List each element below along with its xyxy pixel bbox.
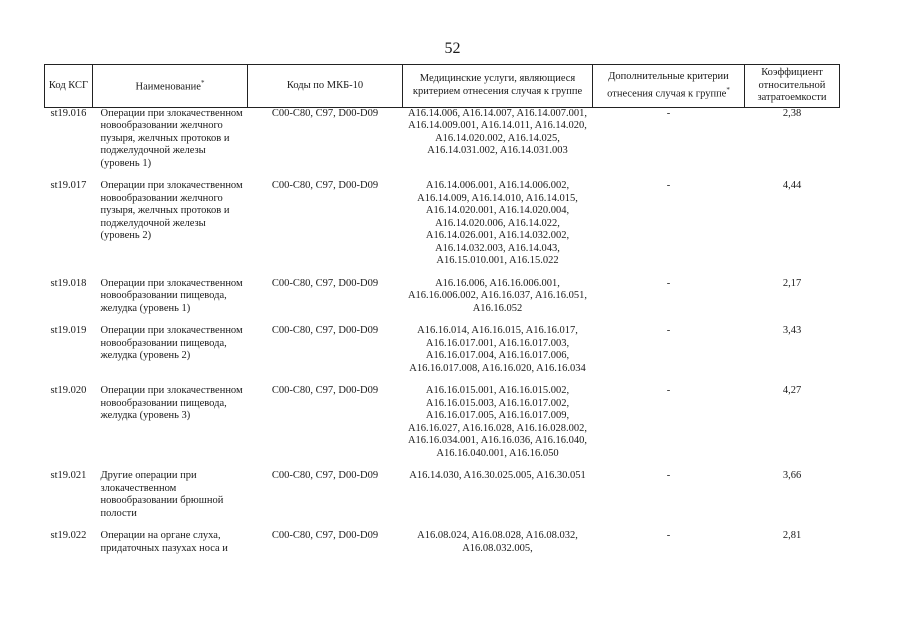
header-code-label: Код КСГ <box>48 79 89 91</box>
row-extra: - <box>666 107 671 119</box>
row-extra: - <box>666 325 671 336</box>
table-row <box>45 530 840 555</box>
table-row <box>45 107 840 180</box>
table-row <box>45 180 840 278</box>
row-mkb: C00-C80, C97, D00-D09 <box>271 385 379 396</box>
header-services-label: Медицинские услуги, являющиеся критерием отнесения случая к группе <box>412 73 583 97</box>
row-mkb: C00-C80, C97, D00-D09 <box>271 325 379 336</box>
row-code: st19.019 <box>50 325 87 336</box>
table-row <box>45 325 840 385</box>
row-coef: 4,44 <box>782 180 802 191</box>
header-extra <box>593 65 745 108</box>
row-mkb: C00-C80, C97, D00-D09 <box>271 277 379 289</box>
header-mkb <box>248 65 403 108</box>
row-mkb: C00-C80, C97, D00-D09 <box>271 530 379 541</box>
header-name-footnote-mark: * <box>200 79 205 88</box>
row-services: A16.16.014, A16.16.015, A16.16.017, A16.16.017.001, A16.16.017.003, A16.16.017.004, A16.16.017.006, A16.16.017.008, A16.16.020, A16.16.034 <box>409 325 586 374</box>
row-coef: 3,43 <box>782 325 802 336</box>
header-extra-label: Дополнительные критерии отнесения случая к группе <box>607 71 729 99</box>
row-extra: - <box>666 470 671 481</box>
row-coef: 4,27 <box>782 385 802 396</box>
table-body <box>45 107 840 555</box>
row-extra: - <box>666 530 671 541</box>
row-code: st19.017 <box>50 180 87 191</box>
row-mkb: C00-C80, C97, D00-D09 <box>271 180 379 191</box>
row-code: st19.021 <box>50 470 87 481</box>
row-code: st19.022 <box>50 530 87 541</box>
row-coef: 2,17 <box>782 277 802 289</box>
table-row <box>45 385 840 470</box>
row-name: Операции при злокачественном новообразовании желчного пузыря, желчных протоков и поджелудочной железы (уровень 1) <box>100 107 243 169</box>
row-name: Операции на органе слуха, придаточных пазухах носа и <box>100 530 228 554</box>
row-name: Операции при злокачественном новообразовании пищевода, желудка (уровень 3) <box>100 385 243 421</box>
row-coef: 3,66 <box>782 470 802 481</box>
row-extra: - <box>666 385 671 396</box>
header-mkb-label: Коды по МКБ-10 <box>286 79 364 91</box>
row-extra: - <box>666 180 671 191</box>
ksg-table <box>44 64 840 555</box>
page-number: 52 <box>444 40 461 57</box>
header-code <box>45 65 93 108</box>
row-name: Операции при злокачественном новообразовании желчного пузыря, желчных протоков и поджелудочной железы (уровень 2) <box>100 180 243 241</box>
header-name <box>93 65 248 108</box>
header-name-label: Наименование <box>135 81 201 93</box>
row-services: A16.14.006.001, A16.14.006.002, A16.14.009, A16.14.010, A16.14.015, A16.14.020.001, A16.14.020.004, A16.14.020.006, A16.14.022, A16.14.026.001, A16.14.032.002, A16.14.032.003, A16.14.043, A16.15.010.001, A16.15.022 <box>417 180 578 266</box>
row-mkb: C00-C80, C97, D00-D09 <box>271 470 379 481</box>
row-services: A16.14.030, A16.30.025.005, A16.30.051 <box>409 470 586 481</box>
header-services <box>403 65 593 108</box>
header-extra-footnote-mark: * <box>726 85 730 94</box>
table-header <box>45 65 840 108</box>
row-mkb: C00-C80, C97, D00-D09 <box>271 107 379 119</box>
row-name: Операции при злокачественном новообразовании пищевода, желудка (уровень 1) <box>100 277 243 314</box>
row-extra: - <box>666 277 671 289</box>
row-code: st19.018 <box>50 277 87 289</box>
row-name: Другие операции при злокачественном новообразовании брюшной полости <box>100 470 224 519</box>
table-row <box>45 278 840 326</box>
row-coef: 2,38 <box>782 107 802 119</box>
row-code: st19.020 <box>50 385 87 396</box>
row-code: st19.016 <box>50 107 87 119</box>
row-services: A16.14.006, A16.14.007, A16.14.007.001, A16.14.009.001, A16.14.011, A16.14.020, A16.14.020.002, A16.14.025, A16.14.031.002, A16.14.031.003 <box>407 107 588 156</box>
row-services: A16.08.024, A16.08.028, A16.08.032, A16.08.032.005, <box>417 530 578 554</box>
row-services: A16.16.006, A16.16.006.001, A16.16.006.002, A16.16.037, A16.16.051, A16.16.052 <box>407 277 588 314</box>
row-services: A16.16.015.001, A16.16.015.002, A16.16.015.003, A16.16.017.002, A16.16.017.005, A16.16.017.009, A16.16.027, A16.16.028, A16.16.028.002, A16.16.034.001, A16.16.036, A16.16.040, A16.16.040.001, A16.16.050 <box>407 385 588 459</box>
table-row <box>45 470 840 530</box>
row-name: Операции при злокачественном новообразовании пищевода, желудка (уровень 2) <box>100 325 243 361</box>
row-coef: 2,81 <box>782 530 802 541</box>
header-coef-label: Коэффициент относительной затратоемкости <box>757 67 827 103</box>
header-coef <box>745 65 840 108</box>
